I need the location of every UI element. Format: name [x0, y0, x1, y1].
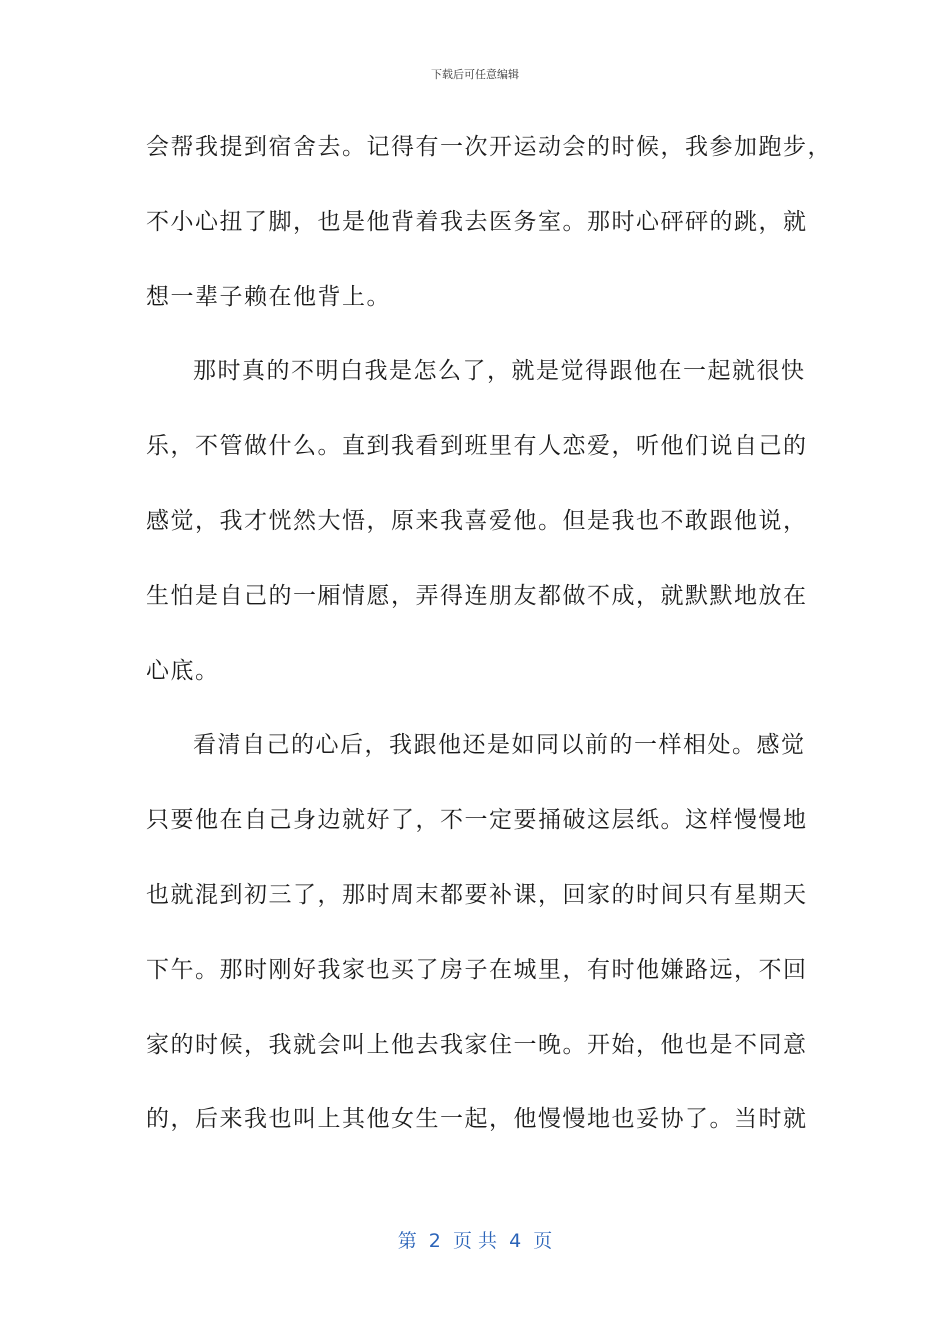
text-line: 心底。 [146, 657, 220, 684]
text-line: 只要他在自己身边就好了，不一定要捅破这层纸。这样慢慢地 [146, 807, 808, 834]
document-body [146, 120, 832, 1167]
text-line: 不小心扭了脚，也是他背着我去医务室。那时心砰砰的跳，就 [146, 208, 808, 235]
text-line: 会帮我提到宿舍去。记得有一次开运动会的时候，我参加跑步， [146, 134, 832, 160]
paragraph-first-line: 那时真的不明白我是怎么了，就是觉得跟他在一起就很快 [193, 358, 806, 385]
text-line: 家的时候，我就会叫上他去我家住一晚。开始，他也是不同意 [146, 1031, 808, 1058]
page-number-footer: 第 2 页 共 4 页 [397, 1230, 553, 1252]
text-line: 也就混到初三了，那时周末都要补课，回家的时间只有星期天 [146, 881, 808, 908]
text-line: 生怕是自己的一厢情愿，弄得连朋友都做不成，就默默地放在 [146, 582, 808, 609]
text-line: 的，后来我也叫上其他女生一起，他慢慢地也妥协了。当时就 [146, 1106, 808, 1133]
paragraph-first-line: 看清自己的心后，我跟他还是如同以前的一样相处。感觉 [193, 732, 806, 759]
text-line: 感觉，我才恍然大悟，原来我喜爱他。但是我也不敢跟他说， [146, 507, 808, 534]
page-header-note: 下载后可任意编辑 [431, 68, 519, 81]
text-line: 乐，不管做什么。直到我看到班里有人恋爱，听他们说自己的 [146, 433, 808, 460]
text-line: 下午。那时刚好我家也买了房子在城里，有时他嫌路远，不回 [146, 956, 808, 983]
text-line: 想一辈子赖在他背上。 [146, 283, 391, 310]
